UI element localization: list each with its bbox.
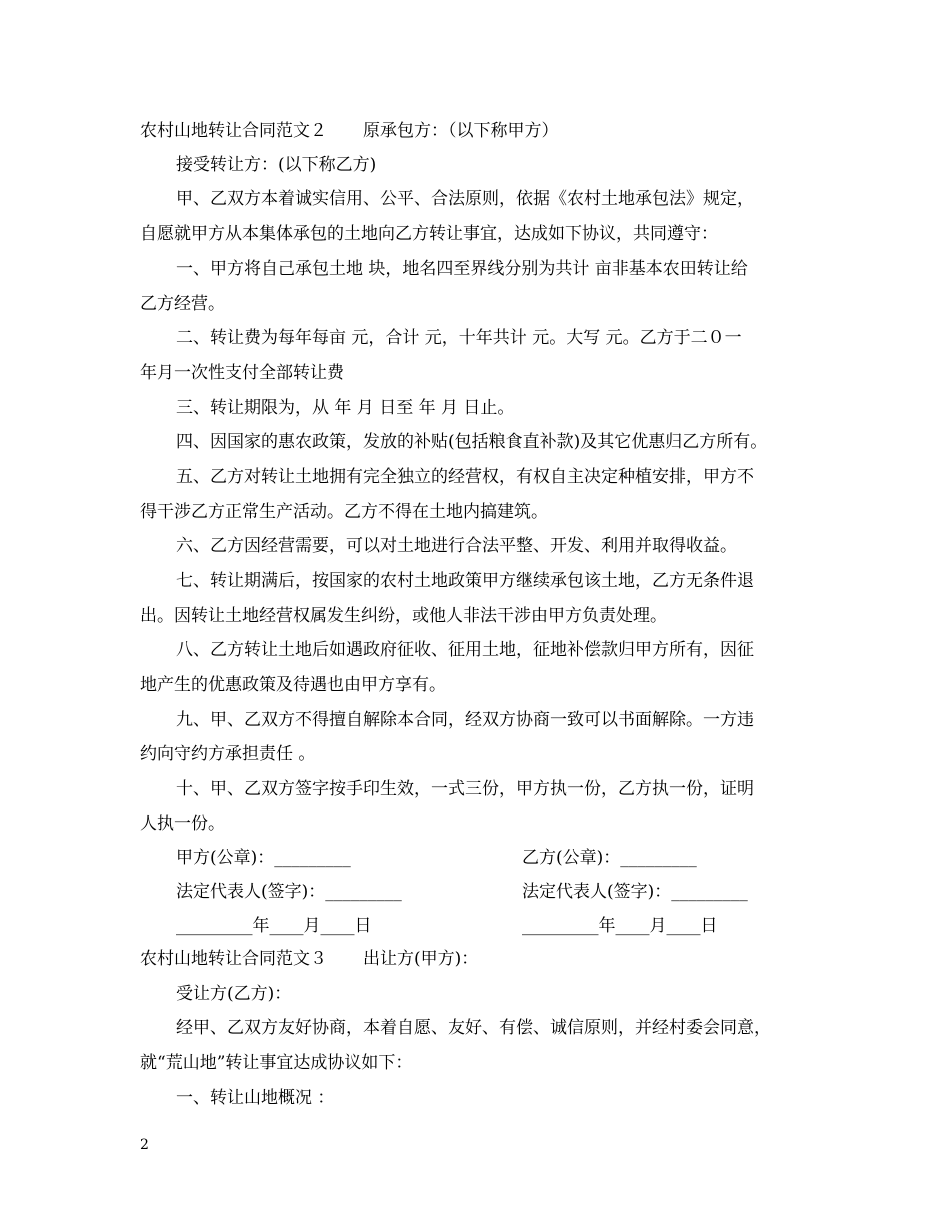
clause-5-line: 五、乙方对转让土地拥有完全独立的经营权，有权自主决定种植安排，甲方不	[176, 467, 754, 487]
clause-8-line: 八、乙方转让土地后如遇政府征收、征用土地，征地补偿款归甲方所有，因征	[176, 640, 754, 660]
clause-1-line: 乙方经营。	[140, 294, 225, 314]
contract-3-title: 农村山地转让合同范文３	[140, 949, 327, 969]
clause-6-line: 六、乙方因经营需要，可以对土地进行合法平整、开发、利用并取得收益。	[176, 536, 737, 556]
clause-10-line: 人执一份。	[140, 814, 225, 834]
party-a-date-field: _________年____月____日	[176, 916, 372, 936]
party-b-representative-field: 法定代表人(签字)：_________	[522, 882, 748, 902]
party-b-seal-field: 乙方(公章)：_________	[522, 848, 697, 868]
clause-2-line: 年月一次性支付全部转让费	[140, 363, 344, 383]
paragraph-line: 经甲、乙双方友好协商，本着自愿、友好、有偿、诚信原则，并经村委会同意，	[176, 1018, 771, 1038]
party-a-seal-field: 甲方(公章)：_________	[176, 848, 351, 868]
contract-2-title: 农村山地转让合同范文２	[140, 121, 327, 141]
party-a-representative-field: 法定代表人(签字)：_________	[176, 882, 402, 902]
page-number: 2	[140, 1137, 149, 1153]
clause-10-line: 十、甲、乙双方签字按手印生效，一式三份，甲方执一份，乙方执一份，证明	[176, 779, 754, 799]
contract-3-heading	[140, 949, 478, 969]
clause-8-line: 地产生的优惠政策及待遇也由甲方享有。	[140, 675, 446, 695]
transferee-line: 受让方(乙方)：	[176, 984, 292, 1004]
clause-2-line: 二、转让费为每年每亩 元，合计 元，十年共计 元。大写 元。乙方于二０一	[176, 328, 742, 348]
section-heading: 一、转让山地概况 ：	[176, 1088, 335, 1108]
clause-4-line: 四、因国家的惠农政策，发放的补贴(包括粮食直补款)及其它优惠归乙方所有。	[176, 432, 768, 452]
clause-3-line: 三、转让期限为，从 年 月 日至 年 月 日止。	[176, 398, 515, 418]
paragraph-line: 自愿就甲方从本集体承包的土地向乙方转让事宜，达成如下协议，共同遵守：	[140, 224, 718, 244]
clause-5-line: 得干涉乙方正常生产活动。乙方不得在土地内搞建筑。	[140, 502, 548, 522]
original-contractor-line: 原承包方：（以下称甲方）	[363, 121, 559, 141]
paragraph-line: 就“荒山地”转让事宜达成协议如下：	[140, 1053, 413, 1073]
paragraph-line: 甲、乙双方本着诚实信用、公平、合法原则，依据《农村土地承包法》规定，	[176, 189, 754, 209]
clause-7-line: 七、转让期满后，按国家的农村土地政策甲方继续承包该土地，乙方无条件退	[176, 571, 754, 591]
clause-7-line: 出。因转让土地经营权属发生纠纷，或他人非法干涉由甲方负责处理。	[140, 606, 667, 626]
clause-9-line: 约向守约方承担责任 。	[140, 744, 316, 764]
transferor-line: 出让方(甲方)：	[363, 949, 479, 969]
contract-2-heading	[140, 121, 559, 141]
party-b-date-field: _________年____月____日	[522, 916, 718, 936]
clause-9-line: 九、甲、乙双方不得擅自解除本合同，经双方协商一致可以书面解除。一方违	[176, 710, 754, 730]
clause-1-line: 一、甲方将自己承包土地 块，地名四至界线分别为共计 亩非基本农田转让给	[176, 259, 748, 279]
transferee-line: 接受转让方：(以下称乙方)	[176, 155, 377, 175]
